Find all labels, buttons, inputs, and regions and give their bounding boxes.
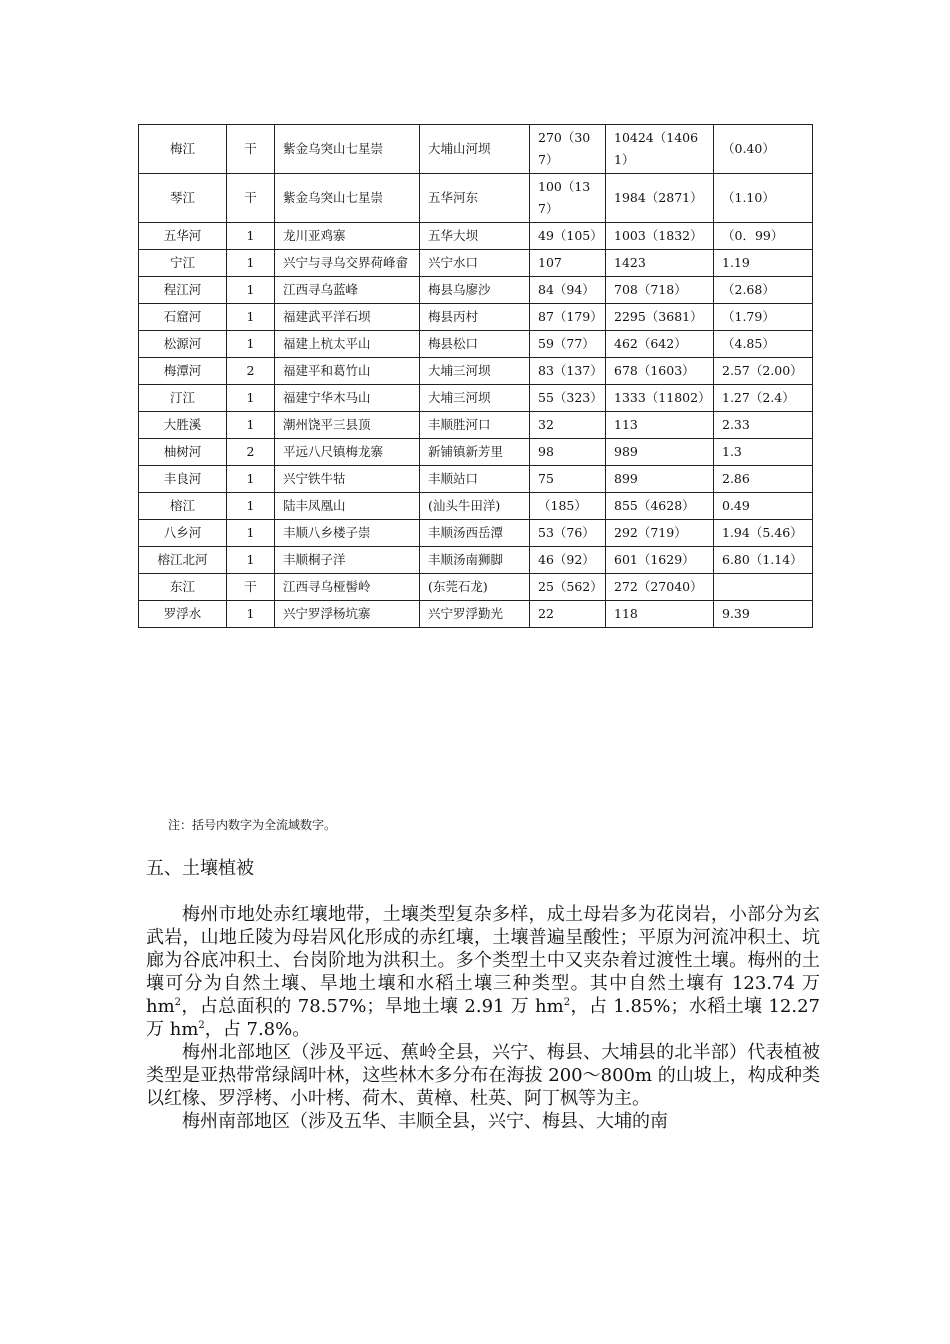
cell-gradient: 1.3 [714,439,813,466]
cell-river-grade: 1 [227,520,275,547]
cell-river-grade: 干 [227,125,275,174]
cell-basin-area: 10424（14061） [606,125,714,174]
table-row [139,250,813,277]
table-row [139,223,813,250]
cell-river-grade: 1 [227,304,275,331]
cell-gradient: 9.39 [714,601,813,628]
cell-gradient: （2.68） [714,277,813,304]
cell-gradient [714,574,813,601]
section-body [146,903,820,1133]
cell-outlet: 新铺镇新芳里 [420,439,530,466]
table-row [139,174,813,223]
cell-gradient: 1.27（2.4） [714,385,813,412]
cell-outlet: 兴宁水口 [420,250,530,277]
cell-source: 紫金乌突山七星崇 [275,125,420,174]
cell-length: 98 [530,439,606,466]
cell-river-name: 丰良河 [139,466,227,493]
cell-outlet: 五华大坝 [420,223,530,250]
table-row [139,574,813,601]
cell-river-grade: 干 [227,574,275,601]
cell-length: 87（179） [530,304,606,331]
paragraph-south-vegetation: 梅州南部地区（涉及五华、丰顺全县，兴宁、梅县、大埔的南 [182,1111,668,1132]
table-note: 注：括号内数字为全流域数字。 [168,818,337,832]
cell-gradient: 0.49 [714,493,813,520]
cell-source: 丰顺桐子洋 [275,547,420,574]
cell-basin-area: 989 [606,439,714,466]
cell-basin-area: 1333（11802） [606,385,714,412]
cell-length: 100（137） [530,174,606,223]
river-table [138,124,813,628]
cell-gradient: （0.40） [714,125,813,174]
cell-source: 龙川亚鸡寨 [275,223,420,250]
cell-outlet: 丰顺站口 [420,466,530,493]
cell-river-grade: 1 [227,466,275,493]
cell-river-name: 程江河 [139,277,227,304]
cell-river-grade: 1 [227,385,275,412]
cell-basin-area: 462（642） [606,331,714,358]
cell-basin-area: 678（1603） [606,358,714,385]
cell-river-grade: 1 [227,250,275,277]
table-row [139,520,813,547]
cell-gradient: （1.79） [714,304,813,331]
cell-gradient: （0．99） [714,223,813,250]
paragraph-soil-part-1: 梅州市地处赤红壤地带，土壤类型复杂多样，成土母岩多为花岗岩，小部分为玄武岩，山地丘陵为母岩风化形成的赤红壤，土壤普遍呈酸性；平原为河流冲积土、坑廊为谷底冲积土、台岗阶地为洪积土。多个类型土中又夹杂着过渡性土壤。梅州的土壤可分为自然土壤、旱地土壤和水稻土壤三种类型。其中自然土壤有 123.74 万 hm [146,904,820,1017]
cell-source: 紫金乌突山七星崇 [275,174,420,223]
superscript-2: 2 [198,1020,205,1031]
table-row [139,412,813,439]
cell-river-grade: 2 [227,358,275,385]
cell-river-name: 东江 [139,574,227,601]
cell-source: 江西寻乌桠髻岭 [275,574,420,601]
table-row [139,358,813,385]
cell-gradient: （4.85） [714,331,813,358]
section-heading: 五、土壤植被 [146,858,254,879]
table-row [139,439,813,466]
table-row [139,493,813,520]
cell-source: 平远八尺镇梅龙寨 [275,439,420,466]
superscript-2: 2 [563,997,571,1008]
cell-river-grade: 1 [227,412,275,439]
cell-source: 兴宁罗浮杨坑寨 [275,601,420,628]
cell-outlet: 梅县乌廖沙 [420,277,530,304]
cell-river-name: 宁江 [139,250,227,277]
cell-source: 福建平和葛竹山 [275,358,420,385]
cell-river-name: 梅潭河 [139,358,227,385]
paragraph-north-vegetation: 梅州北部地区（涉及平远、蕉岭全县，兴宁、梅县、大埔县的北半部）代表植被类型是亚热带常绿阔叶林，这些林木多分布在海拔 200～800m 的山坡上，构成种类以红椽、罗浮栲、小叶栲、荷木、黄樟、杜英、阿丁枫等为主。 [146,1042,820,1109]
cell-river-name: 罗浮水 [139,601,227,628]
cell-river-name: 八乡河 [139,520,227,547]
table-row [139,304,813,331]
cell-river-name: 石窟河 [139,304,227,331]
cell-gradient: 1.19 [714,250,813,277]
cell-river-name: 榕江 [139,493,227,520]
cell-river-name: 五华河 [139,223,227,250]
cell-source: 潮州饶平三县顶 [275,412,420,439]
cell-gradient: 2.33 [714,412,813,439]
cell-outlet: 梅县丙村 [420,304,530,331]
superscript-2: 2 [174,997,182,1008]
cell-source: 福建武平洋石坝 [275,304,420,331]
cell-source: 兴宁与寻乌交界荷峰畲 [275,250,420,277]
cell-outlet: 兴宁罗浮勤光 [420,601,530,628]
cell-outlet: 丰顺胜河口 [420,412,530,439]
cell-basin-area: 113 [606,412,714,439]
cell-length: 32 [530,412,606,439]
cell-gradient: 1.94（5.46） [714,520,813,547]
table-row [139,385,813,412]
cell-source: 福建上杭太平山 [275,331,420,358]
cell-length: 83（137） [530,358,606,385]
paragraph-soil [146,903,820,1041]
cell-river-name: 汀江 [139,385,227,412]
cell-length: 75 [530,466,606,493]
cell-river-grade: 1 [227,331,275,358]
table-row [139,125,813,174]
cell-outlet: 丰顺汤南狮脚 [420,547,530,574]
cell-river-name: 柚树河 [139,439,227,466]
cell-basin-area: 899 [606,466,714,493]
cell-river-grade: 1 [227,547,275,574]
cell-basin-area: 1003（1832） [606,223,714,250]
cell-river-grade: 1 [227,601,275,628]
cell-source: 福建宁华木马山 [275,385,420,412]
cell-length: 22 [530,601,606,628]
cell-river-name: 琴江 [139,174,227,223]
cell-outlet: 五华河东 [420,174,530,223]
cell-length: 270（307） [530,125,606,174]
cell-basin-area: 708（718） [606,277,714,304]
cell-basin-area: 855（4628） [606,493,714,520]
paragraph-soil-part-2: ，占总面积的 78.57%；旱地土壤 2.91 万 hm [181,996,564,1017]
cell-river-grade: 2 [227,439,275,466]
paragraph-soil-part-3: ，占 1.85%；水稻土壤 12.27 万 hm [146,996,820,1040]
cell-length: 25（562） [530,574,606,601]
cell-river-name: 松源河 [139,331,227,358]
cell-basin-area: 118 [606,601,714,628]
cell-length: 84（94） [530,277,606,304]
cell-river-name: 榕江北河 [139,547,227,574]
table-row [139,547,813,574]
table-row [139,601,813,628]
cell-basin-area: 1984（2871） [606,174,714,223]
cell-river-grade: 干 [227,174,275,223]
cell-outlet: 梅县松口 [420,331,530,358]
cell-source: 兴宁铁牛牯 [275,466,420,493]
cell-length: 46（92） [530,547,606,574]
table-row [139,331,813,358]
cell-length: 49（105） [530,223,606,250]
cell-gradient: 2.86 [714,466,813,493]
cell-gradient: （1.10） [714,174,813,223]
cell-length: 59（77） [530,331,606,358]
cell-outlet: (汕头牛田洋) [420,493,530,520]
cell-basin-area: 601（1629） [606,547,714,574]
cell-length: 55（323） [530,385,606,412]
paragraph-soil-part-4: ，占 7.8%。 [204,1019,311,1040]
cell-length: （185） [530,493,606,520]
cell-outlet: 大埔山河坝 [420,125,530,174]
cell-river-grade: 1 [227,277,275,304]
table-row [139,277,813,304]
river-table-body [139,125,813,628]
cell-basin-area: 2295（3681） [606,304,714,331]
cell-outlet: (东莞石龙) [420,574,530,601]
cell-river-name: 梅江 [139,125,227,174]
cell-river-grade: 1 [227,493,275,520]
cell-gradient: 2.57（2.00） [714,358,813,385]
cell-outlet: 大埔三河坝 [420,385,530,412]
cell-river-name: 大胜溪 [139,412,227,439]
cell-gradient: 6.80（1.14） [714,547,813,574]
cell-source: 陆丰凤凰山 [275,493,420,520]
cell-outlet: 丰顺汤西岳潭 [420,520,530,547]
cell-basin-area: 292（719） [606,520,714,547]
cell-length: 107 [530,250,606,277]
cell-length: 53（76） [530,520,606,547]
cell-outlet: 大埔三河坝 [420,358,530,385]
table-row [139,466,813,493]
cell-river-grade: 1 [227,223,275,250]
cell-source: 江西寻乌蓝峰 [275,277,420,304]
cell-basin-area: 272（27040） [606,574,714,601]
cell-basin-area: 1423 [606,250,714,277]
cell-source: 丰顺八乡楼子崇 [275,520,420,547]
